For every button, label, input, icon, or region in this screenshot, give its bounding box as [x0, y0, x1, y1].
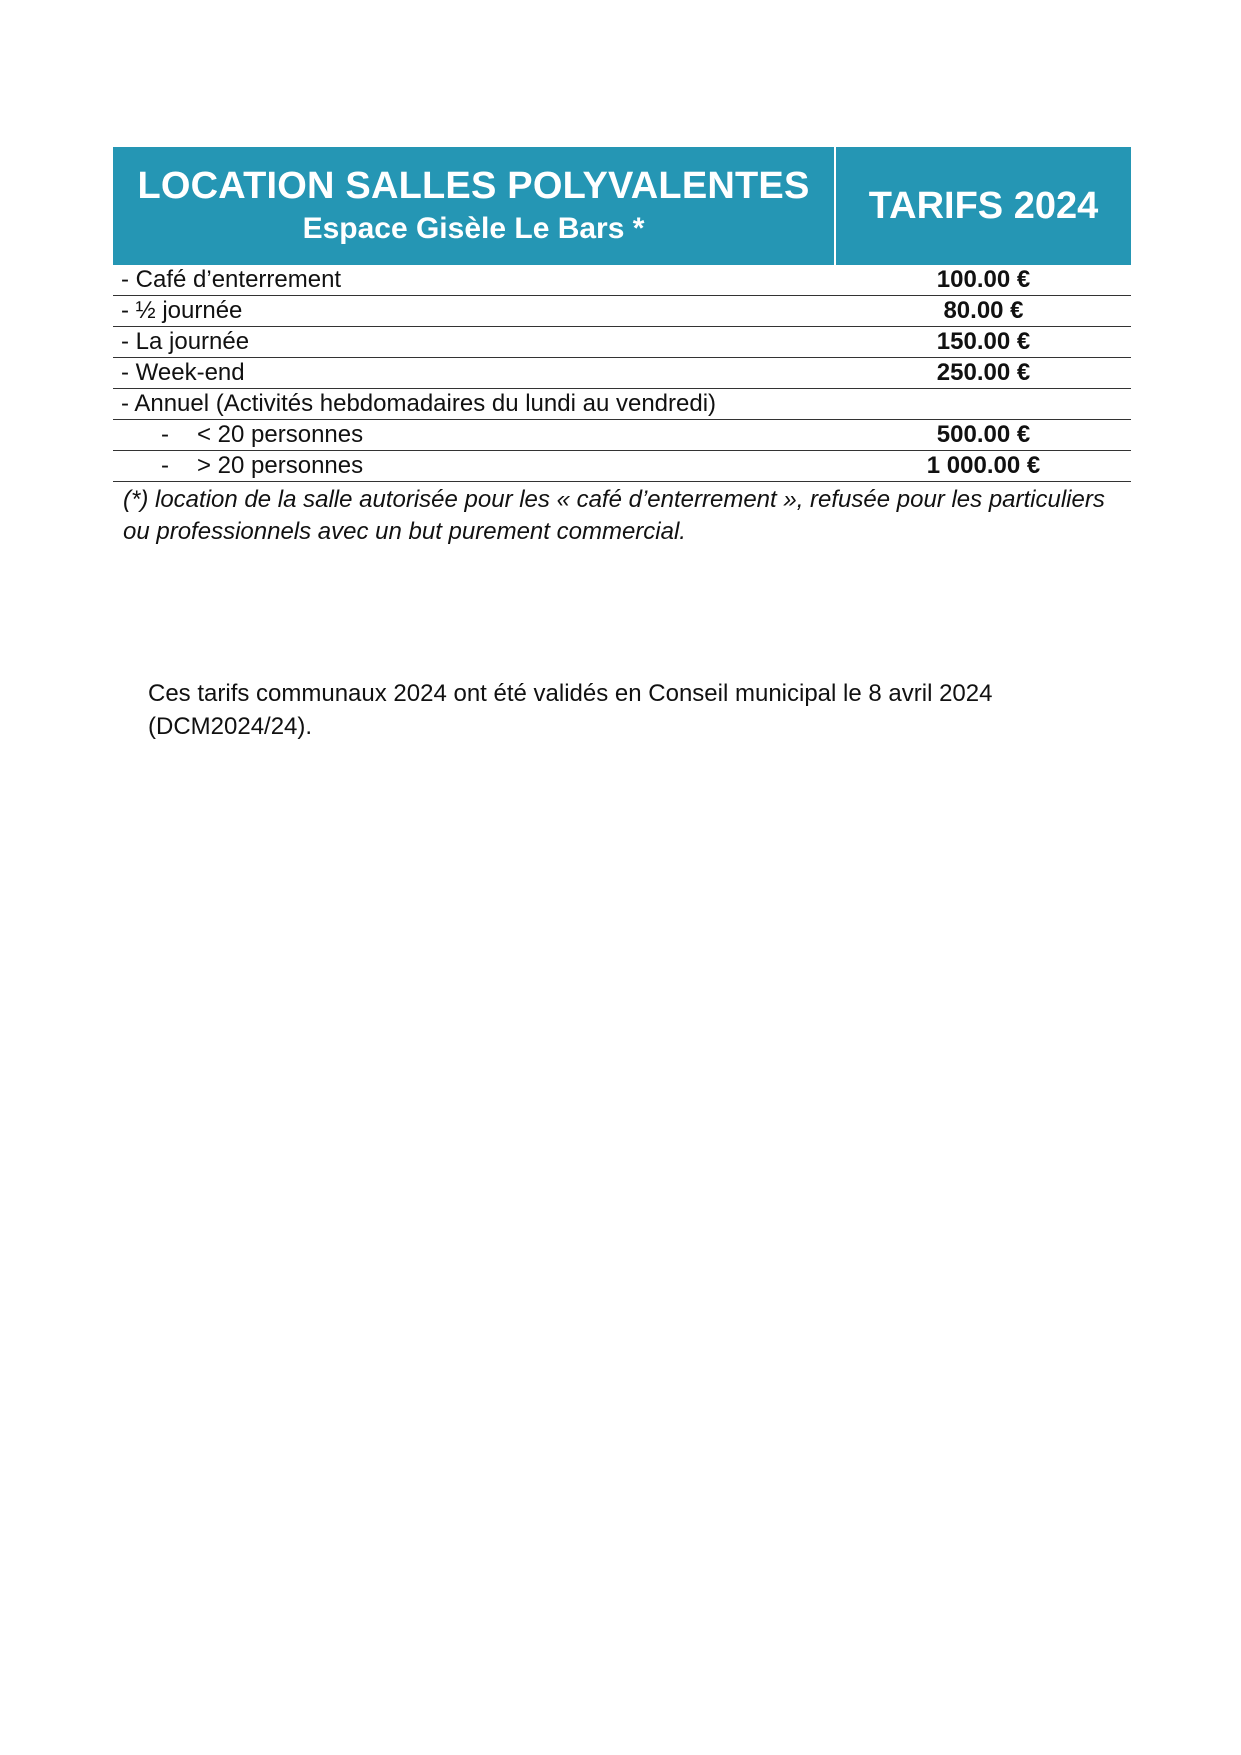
- tariff-table: [113, 147, 1131, 482]
- row-price: 1 000.00 €: [926, 452, 1041, 479]
- table-row: [113, 451, 1131, 482]
- row-label: [113, 421, 836, 449]
- header-title-cell: [113, 147, 836, 265]
- row-label-text: < 20 personnes: [197, 421, 364, 448]
- row-price: 150.00 €: [936, 328, 1031, 355]
- row-dash: -: [161, 421, 169, 448]
- table-row: [113, 389, 1131, 420]
- row-price: 80.00 €: [943, 297, 1024, 324]
- row-price: 500.00 €: [936, 421, 1031, 448]
- validation-note: Ces tarifs communaux 2024 ont été validés en Conseil municipal le 8 avril 2024 (DCM2024/24).: [148, 680, 993, 740]
- footnote: (*) location de la salle autorisée pour les « café d’enterrement », refusée pour les particuliers ou professionnels avec un but purement commercial.: [123, 486, 1105, 545]
- table-row: [113, 420, 1131, 451]
- table-title: LOCATION SALLES POLYVALENTES: [137, 165, 810, 207]
- row-label: - Café d’enterrement: [121, 266, 342, 293]
- row-label: - ½ journée: [121, 297, 243, 324]
- row-label: - Annuel (Activités hebdomadaires du lundi au vendredi): [121, 390, 717, 417]
- table-row: [113, 358, 1131, 389]
- price-column-header: TARIFS 2024: [868, 184, 1099, 227]
- table-header: [113, 147, 1131, 265]
- table-row: [113, 327, 1131, 358]
- row-price: 250.00 €: [936, 359, 1031, 386]
- row-price: 100.00 €: [936, 266, 1031, 293]
- row-dash: -: [161, 452, 169, 479]
- row-label-text: > 20 personnes: [197, 452, 364, 479]
- row-label: - Week-end: [121, 359, 245, 386]
- row-label: - La journée: [121, 328, 250, 355]
- table-row: [113, 265, 1131, 296]
- table-row: [113, 296, 1131, 327]
- table-subtitle: Espace Gisèle Le Bars *: [302, 212, 645, 245]
- row-label: [113, 452, 836, 480]
